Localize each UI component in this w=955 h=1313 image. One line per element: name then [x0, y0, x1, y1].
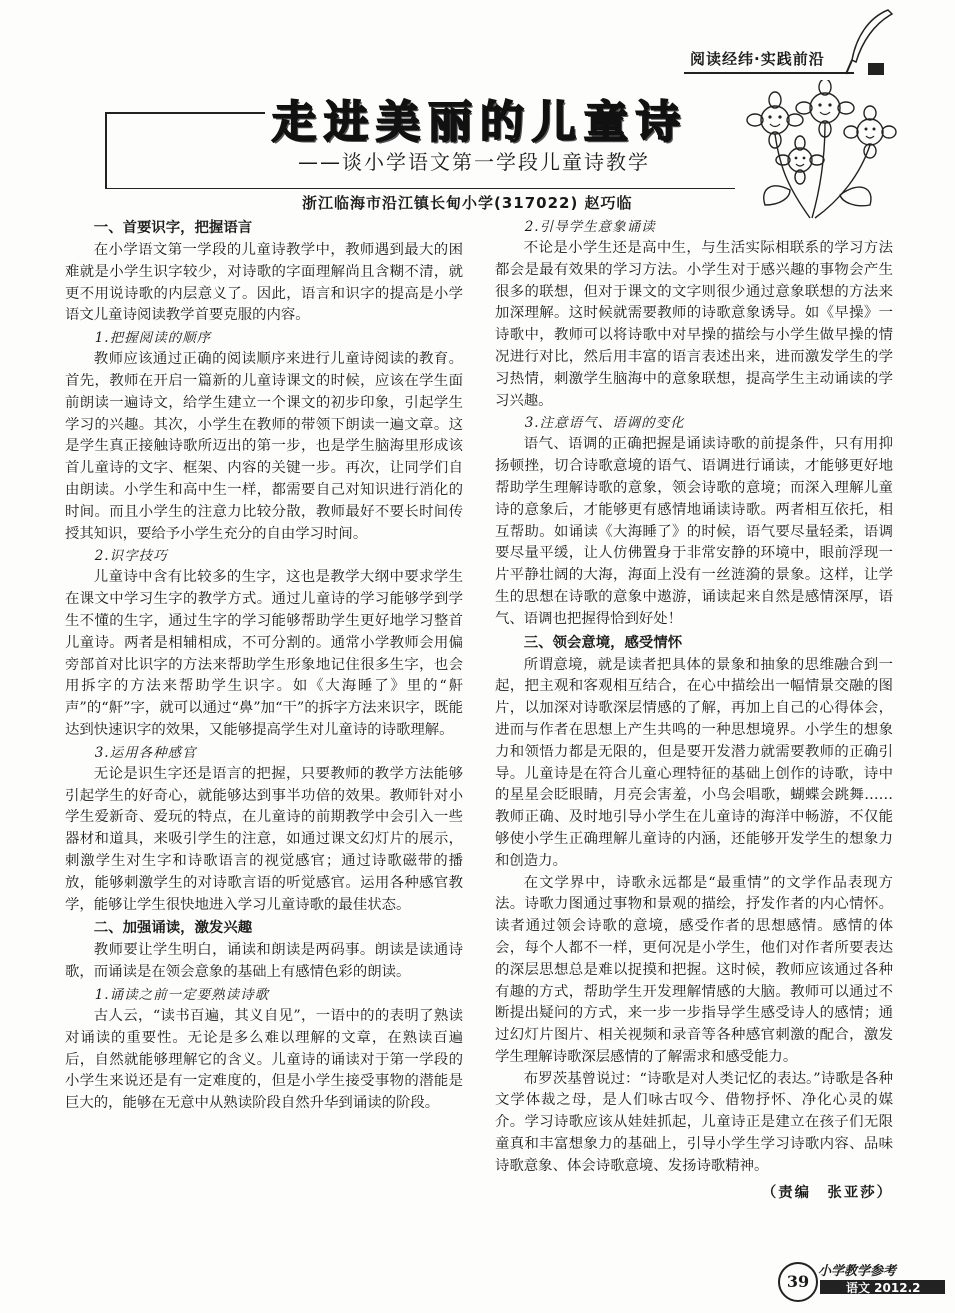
paragraph: 无论是识生字还是语言的把握，只要教师的教学方法能够引起学生的好奇心，就能够达到事半功倍的效果。教师针对小学生爱新奇、爱玩的特点，在儿童诗的前期教学中会引入一些器材和道具，来吸引学生的注意，如通过课文幻灯片的展示，刺激学生对生字和诗歌语言的视觉感官；通过诗歌磁带的播放，能够刺激学生的对诗歌言语的听觉感官。运用各种感官教学，能够让学生很快地进入学习儿童诗歌的最佳状态。 [65, 765, 463, 913]
page-number: 39 [778, 1262, 818, 1302]
paragraph: 布罗茨基曾说过：“诗歌是对人类记忆的表达。”诗歌是各种文学体裁之母，是人们咏古叹今、借物抒怀、净化心灵的媒介。学习诗歌应该从娃娃抓起，儿童诗正是建立在孩子们无限童真和丰富想象力的基础上，引导小学生学习诗歌内容、品味诗歌意象、体会诗歌意境、发扬诗歌精神。 [495, 1070, 893, 1174]
paragraph: 古人云，“读书百遍，其义自见”，一语中的的表明了熟读对诵读的重要性。无论是多么难以理解的文章，在熟读百遍后，自然就能够理解它的含义。儿童诗的诵读对于第一学段的小学生来说还是有一定难度的，但是小学生接受事物的潜能是巨大的，能够在无意中从熟读阶段自然升华到诵读的阶段。 [65, 1007, 463, 1112]
flower-illustration-icon [730, 80, 910, 220]
subsection-heading: 3.注意语气、语调的变化 [524, 415, 685, 432]
paragraph: 教师应该通过正确的阅读顺序来进行儿童诗阅读的教育。首先，教师在开启一篇新的儿童诗课文的时候，应该在学生面前朗读一遍诗文，给学生建立一个课文的初步印象，引起学生学习的兴趣。其次，小学生在教师的带领下朗读一遍文章。这是学生真正接触诗歌所迈出的第一步，也是学生脑海里形成该首儿童诗的文字、框架、内容的关键一步。再次，让同学们自由朗读。小学生和高中生一样，都需要自己对知识进行消化的时间。而且小学生的注意力比较分散，教师最好不要长时间传授其知识，要给予小学生充分的自由学习时间。 [65, 351, 463, 542]
left-column [65, 216, 463, 1115]
editor-credit: （责编 张亚莎） [761, 1183, 893, 1201]
paragraph: 教师要让学生明白，诵读和朗读是两码事。朗读是读通诗歌，而诵读是在领会意象的基础上有感情色彩的朗读。 [65, 942, 463, 981]
paragraph: 儿童诗中含有比较多的生字，这也是教学大纲中要求学生在课文中学习生字的教学方式。通过儿童诗的学习能够学到学生不懂的生字，通过生字的学习能够帮助学生更好地学习整首儿童诗。两者是相辅相成，不可分割的。通常小学教师会用偏旁部首对比识字的方法来帮助学生形象地记住很多生字，也会用拆字的方法来帮助学生识字。如《大海睡了》里的“鼾声”的“鼾”字，就可以通过“鼻”加“干”的拆字方法来识字，既能达到快速识字的效果，又能够提高学生对儿童诗的诗歌理解。 [65, 569, 463, 738]
right-column [495, 216, 893, 1203]
article-title: 走进美丽的儿童诗 [272, 97, 688, 148]
section-heading: 一、首要识字，把握语言 [93, 220, 253, 236]
section-heading: 二、加强诵读，激发兴趣 [93, 920, 253, 937]
issue-label: 语文 2012.2 [846, 1281, 921, 1295]
journal-name: 小学教学参考 [818, 1264, 897, 1279]
header-divider [684, 72, 854, 74]
paragraph: 不论是小学生还是高中生，与生活实际相联系的学习方法都会是最有效果的学习方法。小学生对于感兴趣的事物会产生很多的联想，但对于课文的文字则很少通过意象联想的方法来加深理解。这时候就需要教师的诗歌意象诱导。如《早操》一诗歌中，教师可以将诗歌中对早操的描绘与小学生做早操的情况进行对比，然后用丰富的语言表述出来，进而激发学生的学习热情，刺激学生脑海中的意象联想，提高学生主动诵读的学习兴趣。 [495, 240, 893, 409]
paragraph: 在小学语文第一学段的儿童诗教学中，教师遇到最大的困难就是小学生识字较少，对诗歌的字面理解尚且含糊不清，就更不用说诗歌的内层意义了。因此，语言和识字的提高是小学语文儿童诗阅读教学首要克服的内容。 [65, 242, 463, 324]
subsection-heading: 2.识字技巧 [94, 548, 168, 565]
quill-pen-icon [838, 8, 898, 78]
title-frame-top [105, 112, 265, 114]
paragraph: 所谓意境，就是读者把具体的景象和抽象的思维融合到一起，把主观和客观相互结合，在心中描绘出一幅情景交融的图片，以加深对诗歌深层情感的了解，再加上自己的心得体会，进而与作者在思想上产生共鸣的一种思想境界。小学生的想象力和领悟力都是无限的，但是要开发潜力就需要教师的正确引导。儿童诗是在符合儿童心理特征的基础上创作的诗歌，诗中的星星会眨眼睛，月亮会害羞，小鸟会唱歌，蝴蝶会跳舞……教师正确、及时地引导小学生在儿童诗的海洋中畅游，不仅能够使小学生正确理解儿童诗的内涵，还能够开发学生的想象力和创造力。 [495, 656, 893, 869]
section-tag: 阅读经纬·实践前沿 [690, 50, 825, 68]
article-subtitle: ——谈小学语文第一学段儿童诗教学 [298, 150, 650, 174]
subsection-heading: 1.把握阅读的顺序 [94, 330, 212, 347]
subsection-heading: 2.引导学生意象诵读 [524, 219, 656, 235]
paragraph: 语气、语调的正确把握是诵读诗歌的前提条件，只有用抑扬顿挫，切合诗歌意境的语气、语调进行诵读，才能够更好地帮助学生理解诗歌的意象，领会诗歌的意境；而深入理解儿童诗的意象后，才能够更有感情地诵读诗歌。两者相互依托，相互帮助。如诵读《大海睡了》的时候，语气要尽量轻柔，语调要尽量平缓，让人仿佛置身于非常安静的环境中，眼前浮现一片平静壮阔的大海，海面上没有一丝涟漪的景象。这样，让学生的思想在诗歌的意象中遨游，诵读起来自然是感情深厚，语气、语调也把握得恰到好处！ [495, 436, 893, 627]
subsection-heading: 1.诵读之前一定要熟读诗歌 [94, 986, 270, 1003]
author-byline: 浙江临海市沿江镇长甸小学(317022) 赵巧临 [302, 194, 633, 212]
title-frame-left [105, 112, 107, 188]
section-heading: 三、领会意境，感受情怀 [523, 634, 683, 651]
title-frame-bottom [105, 188, 735, 189]
paragraph: 在文学界中，诗歌永远都是“最重情”的文学作品表现方法。诗歌力图通过事物和景观的描绘，抒发作者的内心情怀。读者通过领会诗歌的意境，感受作者的思想感情。感情的体会，每个人都不一样，更何况是小学生，他们对作者所要表达的深层思想总是难以捉摸和把握。这时候，教师应该通过各种有趣的方式，帮助学生开发理解情感的大脑。教师可以通过不断提出疑问的方式，来一步一步指导学生感受诗人的感情；通过幻灯片图片、相关视频和录音等各种感官刺激的配合，激发学生理解诗歌深层感情的了解需求和感受能力。 [495, 874, 893, 1065]
subsection-heading: 3.运用各种感官 [94, 744, 197, 761]
